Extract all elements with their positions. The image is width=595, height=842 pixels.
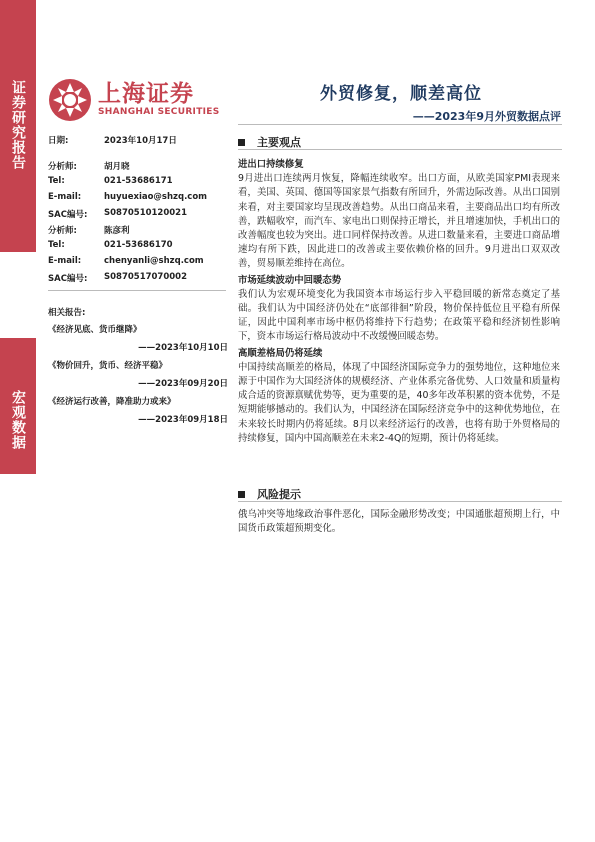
header-divider [238,124,562,125]
subheading: 市场延续波动中回暖态势 [238,274,342,286]
analyst-1-email-row [48,192,228,205]
tel-label: Tel: [48,240,65,250]
sidebar-band-category [0,338,36,474]
related-report-date: ——2023年09月20日 [138,379,228,389]
email-label: E-mail: [48,192,82,202]
report-subtitle: ——2023年9月外贸数据点评 [412,110,561,123]
analyst-1-sac-row [48,208,228,221]
sac-value: S0870510120021 [104,208,188,218]
email-link[interactable]: huyuexiao@shzq.com [104,192,208,202]
analyst-1-name-row [48,160,228,173]
section-divider [238,149,562,150]
related-report-link[interactable]: 《经济运行改善，降准助力或来》 [48,397,176,407]
sac-label: SAC编号: [48,210,88,220]
related-report-date: ——2023年10月10日 [138,343,228,353]
logo-wordmark [98,82,220,118]
brand-logo [48,78,220,122]
related-report-date: ——2023年09月18日 [138,415,228,425]
date-value: 2023年10月17日 [104,136,177,146]
paragraph: 9月进出口连续两月恢复，降幅连续收窄。出口方面，从欧美国家PMI表现来看，美国、英国、德国等国家景气指数有所回升，外需边际改善。从出口国别来看，对主要国家均呈现改善趋势。从出口商品来看，主要商品出口均有所改善，跌幅收窄，而汽车、家电出口则保持正增长，并且增速加快，手机出口的改善幅度也较为突出。进口同样保持改善。从进口数量来看，主要进口商品增速均有所下跌，因此进口的改善或主要依赖价格的回升。9月进出口双双改善，贸易顺差维持在高位。 [238,173,560,270]
section-bullet-icon [238,491,245,498]
related-report-link[interactable]: 《经济见底、货币继降》 [48,325,142,335]
related-reports-header: 相关报告: [48,308,86,318]
key-points-body [238,156,560,446]
section-title: 主要观点 [257,136,301,149]
analyst-2-sac-row [48,272,228,285]
sidebar-band-gap [0,252,36,338]
sidebar-band-bottom [0,474,36,842]
paragraph: 俄乌冲突等地缘政治事件恶化，国际金融形势改变；中国通胀超预期上行，中国货币政策超预期变化。 [238,509,560,535]
subheading: 进出口持续修复 [238,159,304,170]
analyst-label: 分析师: [48,226,77,236]
tel-value: 021-53686171 [104,176,173,186]
section-divider [238,501,562,502]
analyst-label: 分析师: [48,162,77,172]
analyst-1-tel-row [48,176,228,189]
sidebar-band-top [0,0,36,252]
date-label: 日期: [48,136,69,146]
paragraph: 我们认为宏观环境变化为我国资本市场运行步入平稳回暖的新常态奠定了基础。我们认为中国经济仍处在“底部徘徊”阶段，物价保持低位且平稳有所保证，因此中国利率市场中枢仍将维持下行趋势；在政策平稳和经济韧性影响下，资本市场运行格局波动中不改缓慢回暖态势。 [238,288,560,343]
analyst-name: 陈彦利 [104,226,130,236]
analyst-2-name-row [48,224,228,237]
sac-label: SAC编号: [48,274,88,284]
sidebar-category: 宏观数据 [10,390,26,450]
paragraph: 中国持续高顺差的格局，体现了中国经济国际竞争力的强势地位，这种地位来源于中国作为大国经济体的规模经济、产业体系完备优势、人口效量和质量构成合适的资源禀赋优势等，更为重要的是，40多年改革积累的资本优势，不是短期能够撼动的。我们认为，中国经济在国际经济竞争中的这种优势地位，在未来较长时期内仍将延续。8月以来经济运行的改善，也将有助于外贸格局的持续修复，国内中国高顺差在未来2-4Q的短期，预计仍将延续。 [238,361,560,444]
subheading: 高顺差格局仍将延续 [238,347,323,359]
analyst-2-tel-row [48,240,228,253]
meta-divider [48,290,226,291]
section-key-points [238,134,301,150]
sac-value: S0870517070002 [104,272,188,282]
report-title: 外贸修复，顺差高位 [320,84,482,104]
section-risk [238,486,301,502]
risk-body [238,508,560,536]
tel-label: Tel: [48,176,65,186]
email-label: E-mail: [48,256,82,266]
logo-mark-icon [48,78,92,122]
section-bullet-icon [238,139,245,146]
analyst-name: 胡月晓 [104,162,130,172]
related-reports [48,306,228,431]
related-report-link[interactable]: 《物价回升，货币、经济平稳》 [48,361,168,371]
tel-value: 021-53686170 [104,240,173,250]
sidebar-report-type: 证券研究报告 [10,80,26,170]
logo-en: SHANGHAI SECURITIES [98,107,220,117]
sidebar [0,0,36,842]
analyst-2-email-row [48,256,228,269]
section-title: 风险提示 [257,488,301,501]
email-link[interactable]: chenyanli@shzq.com [104,256,204,266]
logo-cn: 上海证券 [98,81,194,107]
